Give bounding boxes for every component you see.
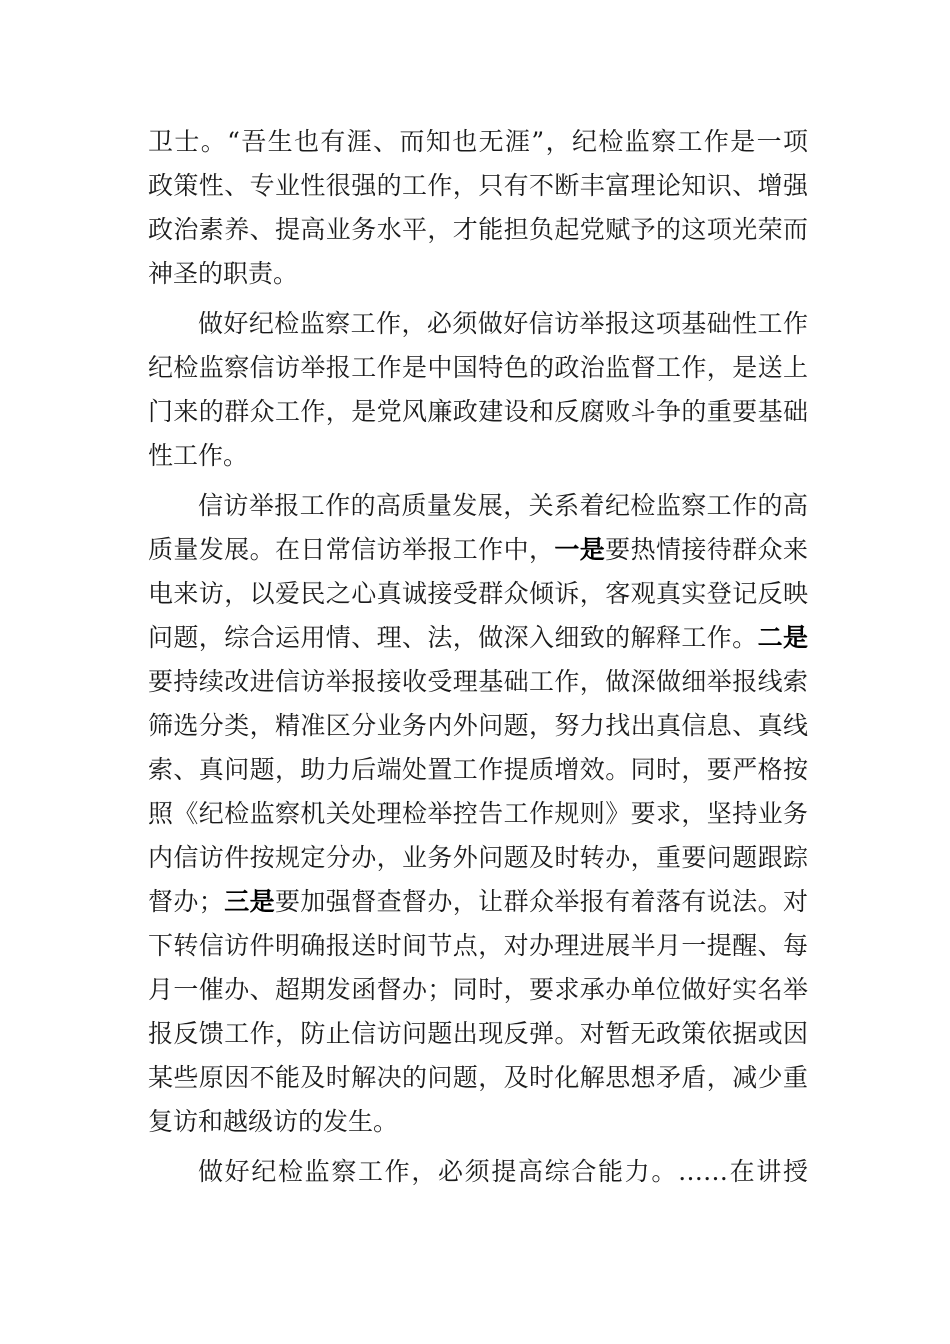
- text-run: 要热情接待群众来: [605, 535, 808, 564]
- paragraph-3-line-6: 筛选分类，精准区分业务内外问题，努力找出真信息、真线: [148, 711, 808, 740]
- paragraph-1-line-4: 神圣的职责。: [148, 259, 299, 288]
- paragraph-2-line-3: 门来的群众工作，是党风廉政建设和反腐败斗争的重要基础: [148, 397, 808, 426]
- paragraph-3-line-11: 下转信访件明确报送时间节点，对办理进展半月一提醒、每: [148, 931, 808, 960]
- paragraph-3-line-12: 月一催办、超期发函督办；同时，要求承办单位做好实名举: [148, 975, 808, 1004]
- text-run: 督办；: [148, 887, 224, 916]
- paragraph-3-line-13: 报反馈工作，防止信访问题出现反弹。对暂无政策依据或因: [148, 1019, 808, 1048]
- text-run: 问题，综合运用情、理、法，做深入细致的解释工作。: [148, 623, 758, 652]
- paragraph-3-line-5: 要持续改进信访举报接收受理基础工作，做深做细举报线索: [148, 667, 808, 696]
- paragraph-3-line-3: 电来访，以爱民之心真诚接受群众倾诉，客观真实登记反映: [148, 579, 808, 608]
- paragraph-2-line-4: 性工作。: [148, 441, 249, 470]
- paragraph-1-line-1: 卫士。“吾生也有涯、而知也无涯”，纪检监察工作是一项: [148, 127, 808, 156]
- paragraph-2-line-2: 纪检监察信访举报工作是中国特色的政治监督工作，是送上: [148, 353, 808, 382]
- paragraph-3-line-7: 索、真问题，助力后端处置工作提质增效。同时，要严格按: [148, 755, 808, 784]
- paragraph-3-line-14: 某些原因不能及时解决的问题，及时化解思想矛盾，减少重: [148, 1063, 808, 1092]
- paragraph-2-line-1: 做好纪检监察工作，必须做好信访举报这项基础性工作: [198, 309, 808, 338]
- paragraph-3-line-2: [148, 528, 808, 572]
- paragraph-3-line-4: [148, 616, 808, 660]
- paragraph-4-line-1: 做好纪检监察工作，必须提高综合能力。……在讲授: [198, 1157, 808, 1186]
- emphasis-first: 一是: [554, 535, 606, 564]
- paragraph-1-line-3: 政治素养、提高业务水平，才能担负起党赋予的这项光荣而: [148, 215, 808, 244]
- text-run: 质量发展。在日常信访举报工作中，: [148, 535, 555, 564]
- paragraph-3-line-10: [148, 880, 808, 924]
- emphasis-third: 三是: [223, 887, 275, 916]
- emphasis-second: 二是: [757, 623, 808, 652]
- paragraph-3-line-15: 复访和越级访的发生。: [148, 1107, 399, 1136]
- paragraph-1-line-2: 政策性、专业性很强的工作，只有不断丰富理论知识、增强: [148, 171, 808, 200]
- paragraph-3-line-9: 内信访件按规定分办，业务外问题及时转办，重要问题跟踪: [148, 843, 808, 872]
- paragraph-3-line-1: 信访举报工作的高质量发展，关系着纪检监察工作的高: [198, 491, 808, 520]
- text-run: 要加强督查督办，让群众举报有着落有说法。对: [275, 887, 808, 916]
- paragraph-3-line-8: 照《纪检监察机关处理检举控告工作规则》要求，坚持业务: [148, 799, 808, 828]
